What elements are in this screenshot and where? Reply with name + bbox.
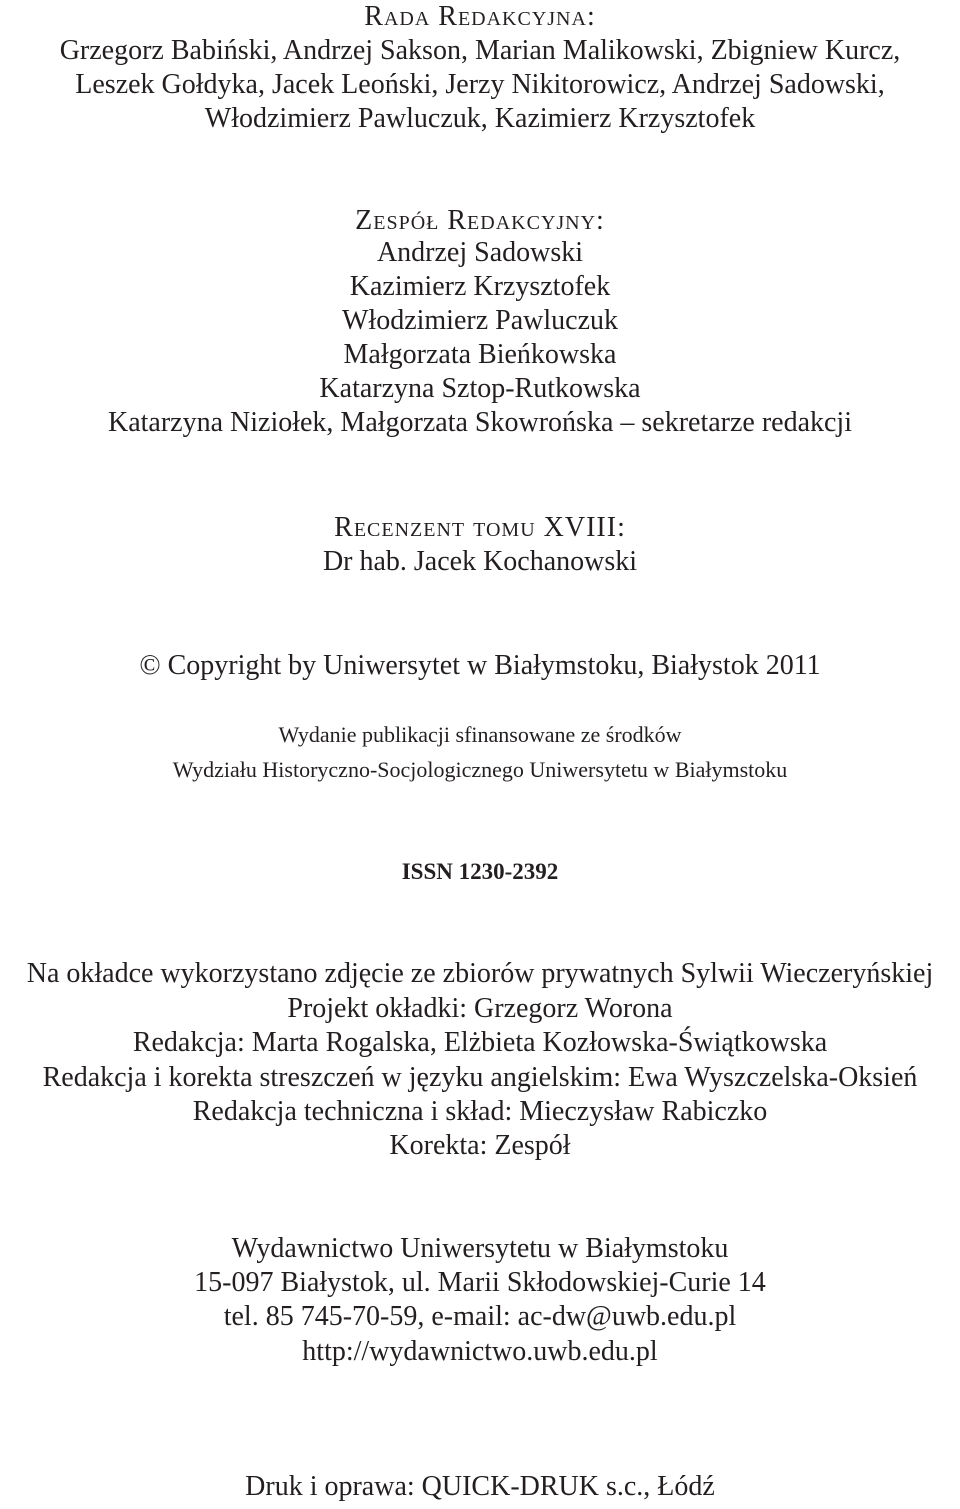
editorial-team-member: Włodzimierz Pawluczuk (341, 305, 618, 336)
credit-line: Redakcja: Marta Rogalska, Elżbieta Kozłowska-Świątkowska (132, 1027, 828, 1058)
credit-line: Korekta: Zespół (389, 1130, 571, 1161)
printing-info: Druk i oprawa: QUICK-DRUK s.c., Łódź (245, 1471, 715, 1502)
reviewer-name: Dr hab. Jacek Kochanowski (322, 546, 638, 577)
editorial-secretaries: Katarzyna Niziołek, Małgorzata Skowrońska – sekretarze redakcji (107, 407, 852, 438)
funding-line: Wydanie publikacji sfinansowane ze środków (278, 722, 682, 747)
publisher-website: http://wydawnictwo.uwb.edu.pl (302, 1336, 658, 1367)
editorial-team-heading: Zespół Redakcyjny: (355, 205, 605, 236)
editorial-team-member: Andrzej Sadowski (376, 237, 584, 268)
publisher-address: 15-097 Białystok, ul. Marii Skłodowskiej-Curie 14 (194, 1267, 766, 1298)
editorial-board-line: Włodzimierz Pawluczuk, Kazimierz Krzysztofek (204, 103, 756, 134)
credit-line: Redakcja i korekta streszczeń w języku angielskim: Ewa Wyszczelska-Oksień (42, 1062, 918, 1093)
issn: ISSN 1230-2392 (401, 859, 559, 884)
credit-line: Na okładce wykorzystano zdjęcie ze zbiorów prywatnych Sylwii Wieczeryńskiej (26, 958, 934, 989)
editorial-team-member: Kazimierz Krzysztofek (349, 271, 611, 302)
editorial-team-member: Katarzyna Sztop-Rutkowska (319, 373, 641, 404)
credit-line: Projekt okładki: Grzegorz Worona (287, 993, 673, 1024)
publisher-name: Wydawnictwo Uniwersytetu w Białymstoku (231, 1233, 729, 1264)
reviewer-heading: Recenzent tomu XVIII: (334, 512, 626, 543)
credit-line: Redakcja techniczna i skład: Mieczysław Rabiczko (192, 1096, 768, 1127)
editorial-team-member: Małgorzata Bieńkowska (343, 339, 617, 370)
editorial-board-heading: Rada Redakcyjna: (364, 1, 596, 32)
editorial-board-line: Grzegorz Babiński, Andrzej Sakson, Marian Malikowski, Zbigniew Kurcz, (59, 35, 901, 66)
funding-line: Wydziału Historyczno-Socjologicznego Uniwersytetu w Białymstoku (172, 757, 788, 782)
publisher-contact: tel. 85 745-70-59, e-mail: ac-dw@uwb.edu.pl (223, 1301, 737, 1332)
editorial-board-line: Leszek Gołdyka, Jacek Leoński, Jerzy Nikitorowicz, Andrzej Sadowski, (75, 69, 885, 100)
copyright-notice: © Copyright by Uniwersytet w Białymstoku, Białystok 2011 (139, 650, 821, 681)
